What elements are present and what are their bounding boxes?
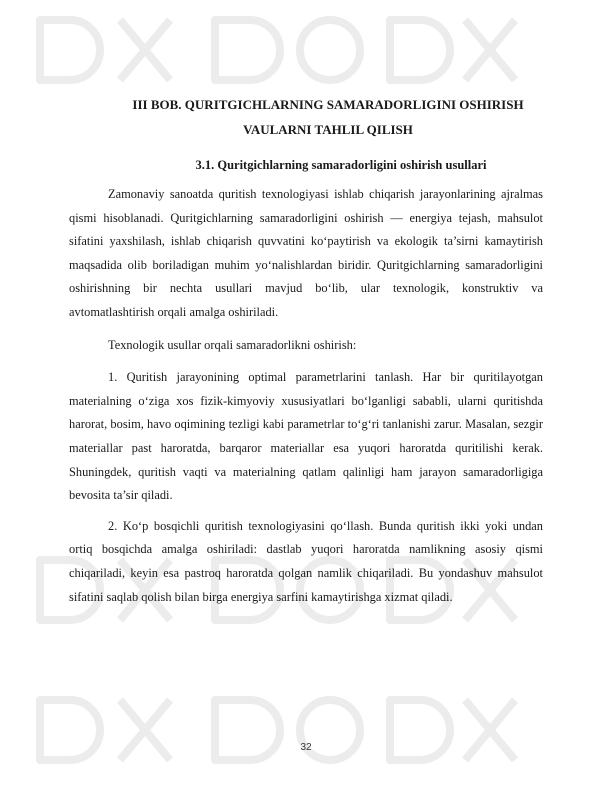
page-number: 32 xyxy=(300,742,312,753)
paragraph-item-1: 1. Quritish jarayonining optimal parametrlarini tanlash. Har bir quritilayotgan materialning o‘ziga xos fizik-kimyoviy xususiyatlari bo‘lganligi sababli, ularni quritishda harorat, bosim, havo oqimining tezligi kabi parametrlar to‘g‘ri tanlanishi zarur. Masalan, sezgir materiallar past haroratda, barqaror materiallar esa yuqori haroratda quritilishi kerak. Shuningdek, quritish vaqti va materialning qatlam qalinligi ham jarayon samaradorligiga bevosita ta’sir qiladi. xyxy=(69,370,543,503)
section-title: 3.1. Quritgichlarning samaradorligini oshirish usullari xyxy=(195,158,487,172)
document-body xyxy=(69,92,543,609)
paragraph-intro: Zamonaviy sanoatda quritish texnologiyasi ishlab chiqarish jarayonlarining ajralmas qismi hisoblanadi. Quritgichlarning samaradorligini oshirish — energiya tejash, mahsulot sifatini yaxshilash, ishlab chiqarish quvvatini ko‘paytirish va ekologik ta’sirni kamaytirish maqsadida olib boriladigan muhim yo‘nalishlardan biridir. Quritgichlarning samaradorligini oshirishning bir nechta usullari mavjud bo‘lib, ular texnologik, konstruktiv va avtomatlashtirish orqali amalga oshiriladi. xyxy=(69,187,543,319)
paragraph-item-2: 2. Ko‘p bosqichli quritish texnologiyasini qo‘llash. Bunda quritish ikki yoki undan ortiq bosqichda amalga oshiriladi: dastlab yuqori haroratda namlikning asosiy qismi chiqariladi, keyin esa pastroq haroratda qolgan namlik chiqariladi. Bu yondashuv mahsulot sifatini saqlab qolish bilan birga energiya sarfini kamaytirishga xizmat qiladi. xyxy=(69,518,543,604)
paragraph-technological-methods: Texnologik usullar orqali samaradorlikni oshirish: xyxy=(108,337,357,352)
chapter-title: III BOB. QURITGICHLARNING SAMARADORLIGINI OSHIRISH VAULARNI TAHLIL QILISH xyxy=(132,97,524,137)
